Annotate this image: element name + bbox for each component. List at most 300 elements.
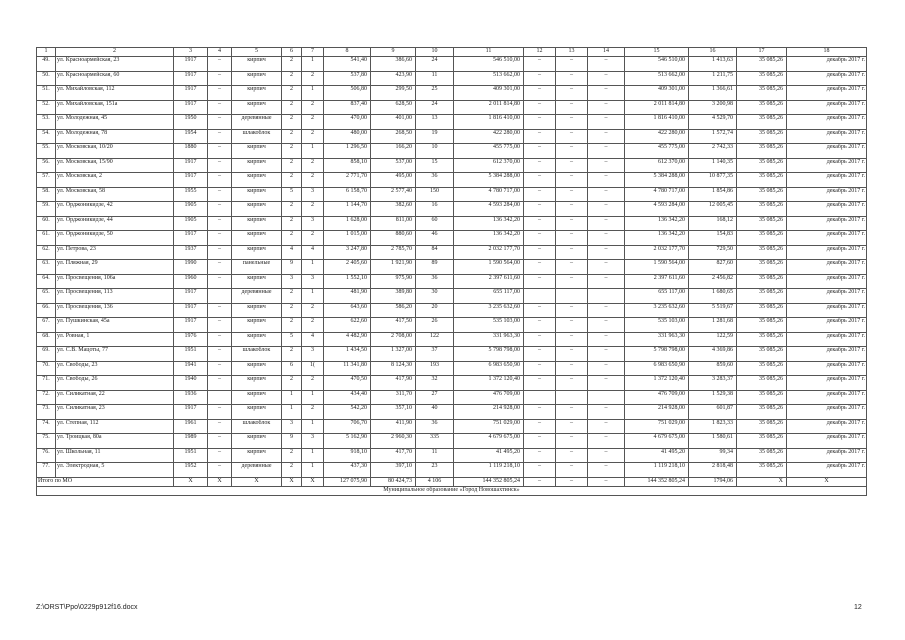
table-cell: 1( bbox=[302, 361, 324, 376]
table-cell: – bbox=[524, 332, 556, 347]
table-cell: 4 bbox=[302, 245, 324, 260]
table-cell: 26 bbox=[416, 318, 454, 333]
table-cell: 495,00 bbox=[371, 173, 416, 188]
table-cell: декабрь 2017 г. bbox=[787, 187, 867, 202]
table-cell: 513 662,00 bbox=[454, 71, 524, 86]
table-cell: 214 928,00 bbox=[625, 405, 689, 420]
table-cell: декабрь 2017 г. bbox=[787, 419, 867, 434]
table-cell: кирпич bbox=[232, 390, 282, 405]
table-cell: 3 200,98 bbox=[689, 100, 737, 115]
table-cell: 136 342,20 bbox=[454, 231, 524, 246]
table-cell: 417,70 bbox=[371, 448, 416, 463]
table-cell: 1917 bbox=[174, 231, 208, 246]
column-number-cell: 8 bbox=[324, 48, 371, 57]
table-cell: 2 bbox=[302, 231, 324, 246]
table-cell: ул. Московская, 15/90 bbox=[56, 158, 174, 173]
table-cell: 2 bbox=[282, 303, 302, 318]
table-row bbox=[37, 231, 867, 246]
table-cell: 1955 bbox=[174, 187, 208, 202]
table-cell: – bbox=[588, 231, 625, 246]
table-cell: ул. Электродная, 5 bbox=[56, 463, 174, 478]
table-cell: – bbox=[556, 86, 588, 101]
table-cell: – bbox=[208, 216, 232, 231]
table-cell: 1 bbox=[302, 390, 324, 405]
table-cell: ул. Силикатная, 22 bbox=[56, 390, 174, 405]
table-cell: – bbox=[524, 419, 556, 434]
table-cell: ул. Степная, 112 bbox=[56, 419, 174, 434]
table-cell: 99,34 bbox=[689, 448, 737, 463]
table-cell: – bbox=[588, 216, 625, 231]
table-cell: декабрь 2017 г. bbox=[787, 448, 867, 463]
total-row bbox=[37, 477, 867, 486]
table-cell: кирпич bbox=[232, 100, 282, 115]
table-cell: 2 708,00 bbox=[371, 332, 416, 347]
table-cell: 35 085,26 bbox=[737, 173, 787, 188]
table-cell: 2 bbox=[282, 347, 302, 362]
table-cell: декабрь 2017 г. bbox=[787, 390, 867, 405]
table-cell: – bbox=[524, 318, 556, 333]
table-row bbox=[37, 129, 867, 144]
table-cell: 35 085,26 bbox=[737, 303, 787, 318]
table-cell: 612 370,00 bbox=[454, 158, 524, 173]
table-cell: 154,83 bbox=[689, 231, 737, 246]
table-cell: 2 bbox=[282, 129, 302, 144]
table-cell: – bbox=[588, 260, 625, 275]
table-cell: – bbox=[208, 463, 232, 478]
table-cell: 470,00 bbox=[324, 115, 371, 130]
table-cell: 35 085,26 bbox=[737, 390, 787, 405]
table-cell: – bbox=[556, 245, 588, 260]
table-cell: – bbox=[208, 318, 232, 333]
table-cell: – bbox=[588, 318, 625, 333]
column-number-cell: 14 bbox=[588, 48, 625, 57]
total-cell: X bbox=[302, 477, 324, 486]
table-cell: 5 162,90 bbox=[324, 434, 371, 449]
table-cell: 537,00 bbox=[371, 158, 416, 173]
table-cell: 2 397 611,60 bbox=[625, 274, 689, 289]
table-cell: – bbox=[524, 115, 556, 130]
table-cell: 150 bbox=[416, 187, 454, 202]
table-cell: 3 bbox=[302, 434, 324, 449]
table-cell: – bbox=[524, 361, 556, 376]
table-cell: 1 327,00 bbox=[371, 347, 416, 362]
table-cell: 89 bbox=[416, 260, 454, 275]
table-cell: 1 552,10 bbox=[324, 274, 371, 289]
table-cell: – bbox=[588, 129, 625, 144]
table-cell: 513 662,00 bbox=[625, 71, 689, 86]
table-cell: 25 bbox=[416, 86, 454, 101]
table-cell: – bbox=[588, 463, 625, 478]
table-cell: 1 590 564,00 bbox=[454, 260, 524, 275]
table-row bbox=[37, 289, 867, 304]
table-cell: 1 529,38 bbox=[689, 390, 737, 405]
column-number-cell: 10 bbox=[416, 48, 454, 57]
column-number-cell: 16 bbox=[689, 48, 737, 57]
table-cell: 643,60 bbox=[324, 303, 371, 318]
table-cell: декабрь 2017 г. bbox=[787, 115, 867, 130]
table-cell: 11 341,80 bbox=[324, 361, 371, 376]
table-cell bbox=[208, 289, 232, 304]
table-cell: – bbox=[588, 100, 625, 115]
table-cell: 2 011 814,80 bbox=[625, 100, 689, 115]
table-cell: 546 510,00 bbox=[625, 57, 689, 72]
table-cell: – bbox=[208, 173, 232, 188]
table-cell: 35 085,26 bbox=[737, 419, 787, 434]
table-cell: 859,60 bbox=[689, 361, 737, 376]
table-cell: 35 085,26 bbox=[737, 144, 787, 159]
table-cell: 35 085,26 bbox=[737, 332, 787, 347]
table-cell: 27 bbox=[416, 390, 454, 405]
table-cell: 19 bbox=[416, 129, 454, 144]
table-cell: – bbox=[524, 144, 556, 159]
table-cell: деревянные bbox=[232, 289, 282, 304]
table-cell: 10 877,35 bbox=[689, 173, 737, 188]
table-cell: 1936 bbox=[174, 390, 208, 405]
table-cell: – bbox=[556, 332, 588, 347]
table-cell: 68. bbox=[37, 332, 56, 347]
table-cell: декабрь 2017 г. bbox=[787, 332, 867, 347]
table-cell: 35 085,26 bbox=[737, 115, 787, 130]
table-cell: – bbox=[556, 57, 588, 72]
table-cell: – bbox=[208, 303, 232, 318]
total-cell: X bbox=[737, 477, 787, 486]
table-cell: 2 818,48 bbox=[689, 463, 737, 478]
table-cell: 36 bbox=[416, 274, 454, 289]
table-row bbox=[37, 463, 867, 478]
table-cell bbox=[588, 289, 625, 304]
table-cell: 4 529,70 bbox=[689, 115, 737, 130]
table-cell: 35 085,26 bbox=[737, 289, 787, 304]
table-cell: 1 bbox=[302, 448, 324, 463]
table-cell: 2 bbox=[302, 173, 324, 188]
table-cell: декабрь 2017 г. bbox=[787, 231, 867, 246]
table-cell: – bbox=[556, 100, 588, 115]
table-cell: 622,60 bbox=[324, 318, 371, 333]
table-cell: ул. Просвещения, 106а bbox=[56, 274, 174, 289]
table-cell: 76. bbox=[37, 448, 56, 463]
table-cell: 1960 bbox=[174, 274, 208, 289]
table-cell: 2 bbox=[302, 115, 324, 130]
table-cell: 3 bbox=[282, 419, 302, 434]
table-cell: – bbox=[588, 71, 625, 86]
table-cell: – bbox=[556, 144, 588, 159]
table-cell: 299,50 bbox=[371, 86, 416, 101]
table-cell: 437,30 bbox=[324, 463, 371, 478]
table-cell: 16 bbox=[416, 202, 454, 217]
table-cell: 1 816 410,00 bbox=[454, 115, 524, 130]
table-cell: – bbox=[208, 245, 232, 260]
table-cell: 2 bbox=[282, 71, 302, 86]
table-cell: 2 bbox=[302, 318, 324, 333]
table-cell: 2 bbox=[282, 115, 302, 130]
table-cell: 476 709,00 bbox=[454, 390, 524, 405]
table-cell: декабрь 2017 г. bbox=[787, 260, 867, 275]
table-cell: декабрь 2017 г. bbox=[787, 202, 867, 217]
table-cell: 9 bbox=[282, 434, 302, 449]
table-cell: 2 771,70 bbox=[324, 173, 371, 188]
table-cell bbox=[524, 390, 556, 405]
table-cell bbox=[588, 390, 625, 405]
table-cell: 335 bbox=[416, 434, 454, 449]
table-cell: 1 580,61 bbox=[689, 434, 737, 449]
column-number-cell: 1 bbox=[37, 48, 56, 57]
table-cell: 481,90 bbox=[324, 289, 371, 304]
table-cell: 35 085,26 bbox=[737, 434, 787, 449]
table-cell: 409 301,00 bbox=[454, 86, 524, 101]
table-cell: – bbox=[588, 274, 625, 289]
table-cell: декабрь 2017 г. bbox=[787, 100, 867, 115]
table-cell: 24 bbox=[416, 57, 454, 72]
table-cell: кирпич bbox=[232, 144, 282, 159]
total-cell: 4 106 bbox=[416, 477, 454, 486]
table-row bbox=[37, 71, 867, 86]
table-cell: 2 bbox=[282, 463, 302, 478]
table-cell: 455 775,00 bbox=[625, 144, 689, 159]
table-cell: 58. bbox=[37, 187, 56, 202]
table-cell: 60. bbox=[37, 216, 56, 231]
table-cell: 1917 bbox=[174, 86, 208, 101]
table-cell: 65. bbox=[37, 289, 56, 304]
table-cell: 6 bbox=[282, 361, 302, 376]
table-cell: ул. Московская, 2 bbox=[56, 173, 174, 188]
table-cell: 35 085,26 bbox=[737, 187, 787, 202]
total-cell: X bbox=[787, 477, 867, 486]
table-cell: 1 281,68 bbox=[689, 318, 737, 333]
table-cell: – bbox=[556, 419, 588, 434]
table-cell: 1 015,00 bbox=[324, 231, 371, 246]
table-cell: – bbox=[208, 405, 232, 420]
table-cell: 71. bbox=[37, 376, 56, 391]
table-cell: 918,10 bbox=[324, 448, 371, 463]
table-cell: 52. bbox=[37, 100, 56, 115]
table-cell: кирпич bbox=[232, 332, 282, 347]
table-cell: – bbox=[208, 332, 232, 347]
table-cell: ул. Красноармейская, 23 bbox=[56, 57, 174, 72]
table-cell: 2 bbox=[282, 173, 302, 188]
table-cell bbox=[556, 289, 588, 304]
table-cell bbox=[556, 390, 588, 405]
table-row bbox=[37, 448, 867, 463]
table-cell: 837,40 bbox=[324, 100, 371, 115]
table-cell: 36 bbox=[416, 419, 454, 434]
table-cell: 1937 bbox=[174, 245, 208, 260]
table-cell: 382,60 bbox=[371, 202, 416, 217]
table-cell: 434,40 bbox=[324, 390, 371, 405]
table-cell: 35 085,26 bbox=[737, 129, 787, 144]
table-cell: – bbox=[524, 216, 556, 231]
table-cell: 6 158,70 bbox=[324, 187, 371, 202]
table-cell: 35 085,26 bbox=[737, 100, 787, 115]
table-cell: – bbox=[588, 202, 625, 217]
table-cell: – bbox=[524, 158, 556, 173]
table-row bbox=[37, 173, 867, 188]
table-cell: 4 780 717,00 bbox=[625, 187, 689, 202]
table-cell: декабрь 2017 г. bbox=[787, 144, 867, 159]
table-cell bbox=[524, 289, 556, 304]
table-cell: 50. bbox=[37, 71, 56, 86]
table-cell: 1905 bbox=[174, 216, 208, 231]
table-row bbox=[37, 274, 867, 289]
table-row bbox=[37, 100, 867, 115]
table-cell: 1 854,86 bbox=[689, 187, 737, 202]
table-cell: – bbox=[588, 245, 625, 260]
table-cell: 1 bbox=[302, 144, 324, 159]
table-row bbox=[37, 434, 867, 449]
table-cell: – bbox=[208, 100, 232, 115]
table-cell: 1951 bbox=[174, 347, 208, 362]
table-row bbox=[37, 332, 867, 347]
table-cell: декабрь 2017 г. bbox=[787, 173, 867, 188]
table-cell: – bbox=[524, 260, 556, 275]
table-cell: декабрь 2017 г. bbox=[787, 57, 867, 72]
table-cell: кирпич bbox=[232, 86, 282, 101]
table-cell: 2 397 611,60 bbox=[454, 274, 524, 289]
table-cell: 455 775,00 bbox=[454, 144, 524, 159]
table-cell: 4 369,86 bbox=[689, 347, 737, 362]
table-cell: 5 519,67 bbox=[689, 303, 737, 318]
table-cell: 506,80 bbox=[324, 86, 371, 101]
table-cell: – bbox=[208, 274, 232, 289]
table-cell: 3 283,37 bbox=[689, 376, 737, 391]
table-cell: – bbox=[208, 347, 232, 362]
table-row bbox=[37, 144, 867, 159]
table-cell: 729,50 bbox=[689, 245, 737, 260]
table-cell: 1 119 218,10 bbox=[625, 463, 689, 478]
table-cell: 411,90 bbox=[371, 419, 416, 434]
table-cell: 386,60 bbox=[371, 57, 416, 72]
table-cell: ул. Московская, 58 bbox=[56, 187, 174, 202]
table-cell: 11 bbox=[416, 71, 454, 86]
table-cell: ул. Михайловская, 112 bbox=[56, 86, 174, 101]
table-cell: 3 235 632,60 bbox=[625, 303, 689, 318]
table-cell: 1917 bbox=[174, 405, 208, 420]
table-cell: – bbox=[588, 332, 625, 347]
section-title: Муниципальное образование «Город Новошахтинск» bbox=[37, 486, 867, 495]
table-cell: – bbox=[208, 260, 232, 275]
table-cell: 35 085,26 bbox=[737, 216, 787, 231]
table-cell: 1 296,50 bbox=[324, 144, 371, 159]
table-row bbox=[37, 361, 867, 376]
table-cell: 2 bbox=[302, 405, 324, 420]
table-cell: 751 029,00 bbox=[625, 419, 689, 434]
table-cell: 4 679 675,00 bbox=[454, 434, 524, 449]
table-cell: ул. Михайловская, 151а bbox=[56, 100, 174, 115]
table-cell: 35 085,26 bbox=[737, 86, 787, 101]
table-cell: декабрь 2017 г. bbox=[787, 405, 867, 420]
table-cell: 72. bbox=[37, 390, 56, 405]
table-cell: 4 bbox=[302, 332, 324, 347]
total-cell: X bbox=[174, 477, 208, 486]
table-cell: 2 bbox=[282, 100, 302, 115]
table-cell: 24 bbox=[416, 100, 454, 115]
table-cell: 3 bbox=[302, 347, 324, 362]
table-cell: 1917 bbox=[174, 289, 208, 304]
table-cell: 1917 bbox=[174, 158, 208, 173]
table-cell: 35 085,26 bbox=[737, 57, 787, 72]
table-cell: 75. bbox=[37, 434, 56, 449]
table-cell: кирпич bbox=[232, 376, 282, 391]
table-cell: 2 bbox=[282, 158, 302, 173]
table-cell: 35 085,26 bbox=[737, 347, 787, 362]
table-cell: – bbox=[556, 303, 588, 318]
table-cell: – bbox=[524, 347, 556, 362]
table-cell: 858,10 bbox=[324, 158, 371, 173]
table-cell: кирпич bbox=[232, 216, 282, 231]
table-cell: деревянные bbox=[232, 463, 282, 478]
table-cell: 470,50 bbox=[324, 376, 371, 391]
table-cell: 53. bbox=[37, 115, 56, 130]
table-cell: 1 119 218,10 bbox=[454, 463, 524, 478]
table-cell: кирпич bbox=[232, 245, 282, 260]
table-cell: кирпич bbox=[232, 318, 282, 333]
table-cell: 2 405,60 bbox=[324, 260, 371, 275]
table-cell: – bbox=[556, 129, 588, 144]
table-cell: 69. bbox=[37, 347, 56, 362]
table-cell: – bbox=[208, 376, 232, 391]
table-row bbox=[37, 245, 867, 260]
table-cell: 612 370,00 bbox=[625, 158, 689, 173]
table-cell: 5 384 288,00 bbox=[454, 173, 524, 188]
column-number-cell: 4 bbox=[208, 48, 232, 57]
table-cell: панельные bbox=[232, 260, 282, 275]
table-cell: 5 bbox=[282, 187, 302, 202]
table-cell: 827,60 bbox=[689, 260, 737, 275]
table-cell: 1 413,63 bbox=[689, 57, 737, 72]
table-cell: – bbox=[208, 144, 232, 159]
table-cell: 168,12 bbox=[689, 216, 737, 231]
table-cell: – bbox=[208, 115, 232, 130]
table-cell: 1 bbox=[302, 289, 324, 304]
table-cell: 2 bbox=[282, 231, 302, 246]
column-number-cell: 7 bbox=[302, 48, 324, 57]
table-cell: 1941 bbox=[174, 361, 208, 376]
table-cell: – bbox=[208, 448, 232, 463]
table-cell: – bbox=[524, 202, 556, 217]
table-cell: 423,90 bbox=[371, 71, 416, 86]
table-cell: ул. Просвещения, 136 bbox=[56, 303, 174, 318]
total-cell: 144 352 805,24 bbox=[454, 477, 524, 486]
table-cell: 1951 bbox=[174, 448, 208, 463]
table-row bbox=[37, 115, 867, 130]
total-cell: X bbox=[232, 477, 282, 486]
table-cell: кирпич bbox=[232, 448, 282, 463]
table-cell: 2 bbox=[282, 86, 302, 101]
table-cell: деревянные bbox=[232, 115, 282, 130]
table-cell: 3 bbox=[302, 274, 324, 289]
table-cell: 61. bbox=[37, 231, 56, 246]
table-cell: 35 085,26 bbox=[737, 245, 787, 260]
table-cell: 1917 bbox=[174, 71, 208, 86]
table-cell: 1961 bbox=[174, 419, 208, 434]
table-cell: 57. bbox=[37, 173, 56, 188]
table-cell: 2 577,40 bbox=[371, 187, 416, 202]
table-cell: – bbox=[556, 187, 588, 202]
table-cell: 166,20 bbox=[371, 144, 416, 159]
table-cell bbox=[208, 390, 232, 405]
table-cell: 2 bbox=[302, 376, 324, 391]
table-cell: – bbox=[524, 86, 556, 101]
table-cell: – bbox=[588, 347, 625, 362]
table-cell: декабрь 2017 г. bbox=[787, 158, 867, 173]
table-cell: – bbox=[524, 231, 556, 246]
table-cell: 40 bbox=[416, 405, 454, 420]
table-cell: – bbox=[556, 318, 588, 333]
table-cell: 655 117,00 bbox=[625, 289, 689, 304]
table-cell: – bbox=[524, 129, 556, 144]
table-cell: 1917 bbox=[174, 173, 208, 188]
column-number-cell: 3 bbox=[174, 48, 208, 57]
table-cell: 1 bbox=[302, 419, 324, 434]
